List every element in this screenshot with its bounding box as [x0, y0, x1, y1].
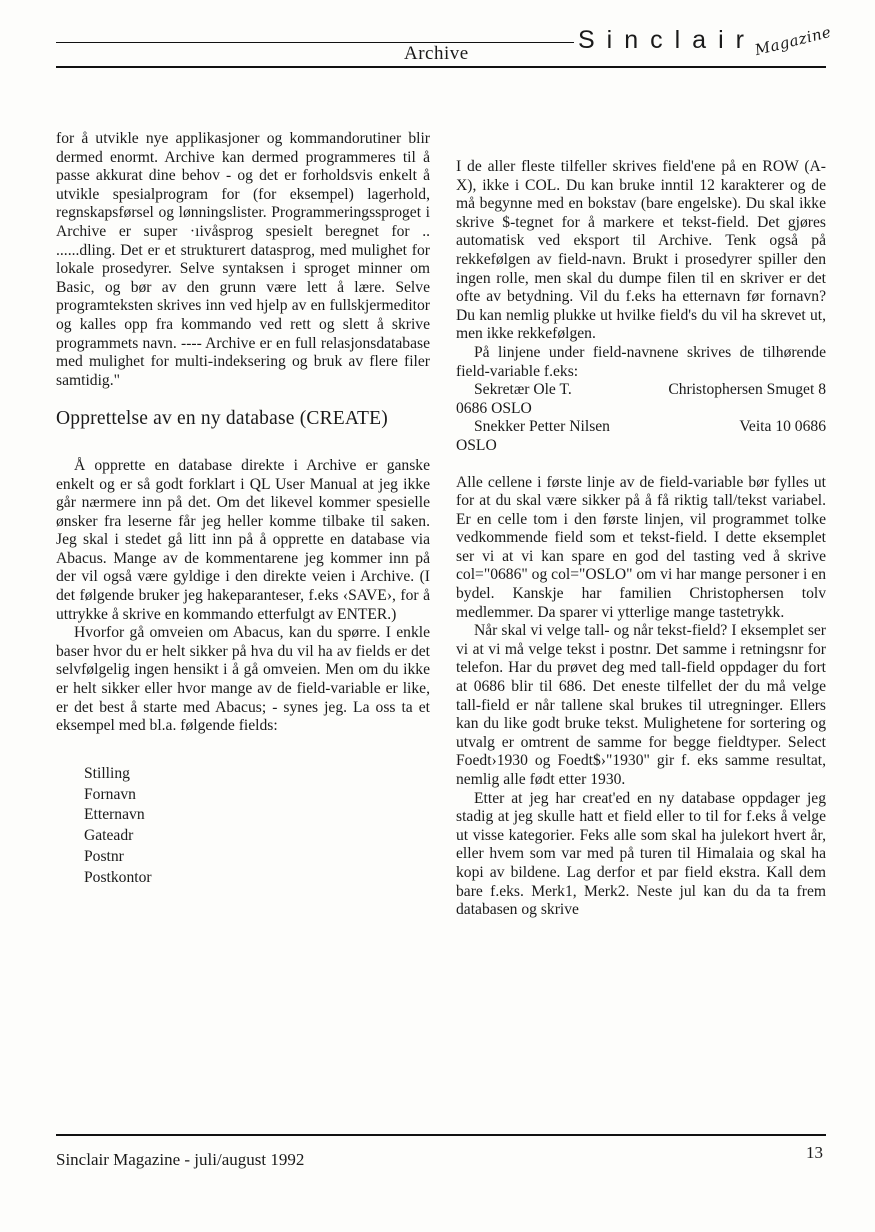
header-rule-bottom [56, 66, 826, 68]
example-text: OSLO [456, 436, 497, 454]
left-column [56, 130, 430, 889]
example-text: 0686 OSLO [456, 399, 532, 417]
footer-rule [56, 1134, 826, 1136]
header-rule-top [56, 42, 574, 43]
field-list-item: Postnr [84, 848, 124, 865]
field-list-item: Gateadr [84, 827, 134, 845]
example-text: Sekretær Ole T. [474, 381, 572, 399]
header-brand-logo: Sinclair [578, 26, 756, 54]
body-paragraph: På linjene under field-navnene skrives de tilhørende field-variable f.eks: [456, 343, 826, 380]
header-section-title: Archive [404, 43, 469, 64]
section-heading: Opprettelse av en ny database (CREATE) [56, 408, 388, 430]
field-list [84, 764, 430, 889]
example-text: Snekker Petter Nilsen [474, 418, 610, 436]
example-text: Veita 10 0686 [739, 418, 826, 436]
body-paragraph: Hvorfor gå omveien om Abacus, kan du spørre. I enkle baser hvor du er helt sikker på hva du vil ha av fields er det selvfølgelig ingen hensikt i å gå omveien. Men om du ikke er helt sikker eller hvor mange av de field-variable er like, er det best å starte med Abacus; - synes jeg. La oss ta et eksempel med bl.a. følgende fields: [56, 624, 430, 735]
body-paragraph: Alle cellene i første linje av de field-variable bør fylles ut for at du skal være sikker på å få riktig tall/tekst variabel. Er en celle tom i den første linjen, vil programmet tolke vedkommende field som et tekst-field. I dette eksemplet ser vi at vi kan spare en god del tasting ved å skrive col="0686" og col="OSLO" om vi har mange personer i en bydel. Kanskje har familien Christophersen tolv medlemmer. Da sparer vi ytterlige mange tastetrykk. [456, 473, 827, 621]
footer-publication: Sinclair Magazine - juli/august 1992 [56, 1150, 305, 1169]
page-number: 13 [806, 1143, 823, 1162]
example-record [456, 381, 826, 400]
intro-paragraph: for å utvikle nye applikasjoner og kommandorutiner blir dermed enormt. Archive kan dermed programmeres til å passe akkurat dine behov - og det er forholdsvis enkelt å utvikle spesialprogram for (for eksempel) lagerhold, regnskapsførsel og lønningslister. Programmeringssproget i Archive er super ·ıivåsprog spesielt beregnet for .. ......dling. Det er et strukturert datasprog, med mulighet for lokale prosedyrer. Selve syntaksen i sproget minner om Basic, og bør av den grunn være lett å lære. Selve programteksten skrives inn ved hjelp av en fullskjermeditor og kalles opp fra kommando ved rett og slett å skrive programmets navn. ---- Archive er en full relasjonsdatabase med mulighet for multi-indeksering og bruk av flere filer samtidig." [56, 130, 430, 389]
example-record [456, 418, 826, 437]
field-list-item: Fornavn [84, 785, 136, 803]
body-paragraph: Å opprette en database direkte i Archive er ganske enkelt og er så godt forklart i QL User Manual at jeg ikke går nærmere inn på det. Om det likevel kommer spesielle ønsker fra leserne får jeg heller komme tilbake til saken. Jeg skal i stedet gå litt inn på å opprette en database via Abacus. Mange av de kommentarene jeg kommer inn på der vil også være gyldige i den direkte veien i Archive. (I det følgende bruker jeg hakeparanteser, f.eks ‹SAVE›, for å uttrykke å skrive en kommando etterfulgt av ENTER.) [56, 456, 430, 623]
field-list-item: Etternavn [84, 806, 145, 824]
right-column [456, 158, 826, 920]
header-brand-suffix: Magazine [752, 22, 834, 60]
body-paragraph: Når skal vi velge tall- og når tekst-field? I eksemplet ser vi at vi må velge tekst i postnr. Det samme i retningsnr for telefon. Har du prøvet deg med tall-field oppdager du fort at 0686 blir til 686. Det eneste tilfellet der du må velge tall-field er når tallene skal brukes til utregninger. Ellers kan du like godt bruke tekst. Mulighetene for sortering og utvalg er omtrent de samme for begge fieldtyper. Select Foedt›1930 og Foedt$›"1930" gir f. eks samme resultat, nemlig alle født etter 1930. [456, 622, 826, 788]
field-list-item: Postkontor [84, 868, 152, 886]
body-paragraph: I de aller fleste tilfeller skrives field'ene på en ROW (A-X), ikke i COL. Du kan bruke inntil 12 karakterer og de må begynne med en bokstav (bare engelske). Du skal ikke skrive $-tegnet for å markere et tekst-field. Det gjøres automatisk ved eksport til Archive. Tenk også på rekkefølgen av field-navn. Brukt i prosedyrer spiller den ingen rolle, men skal du dumpe filen til en skriver er det ofte av betydning. Vil du f.eks ha etternavn før fornavn? Du kan nemlig plukke ut hvilke field's du vil ha skrevet ut, men ikke rekkefølgen. [456, 158, 826, 343]
example-text: Christophersen Smuget 8 [668, 381, 826, 399]
field-list-item: Stilling [84, 764, 130, 782]
body-paragraph: Etter at jeg har creat'ed en ny database oppdager jeg stadig at jeg skulle hatt et field eller to til for f.eks å velge ut visse kategorier. Feks alle som skal ha julekort hvert år, eller hvem som var med på turen til Himalaia og skal ha kopi av bildene. Lag derfor et par field ekstra. Kall dem bare f.eks. Merk1, Merk2. Neste jul kan du da ta frem databasen og skrive [456, 789, 826, 919]
